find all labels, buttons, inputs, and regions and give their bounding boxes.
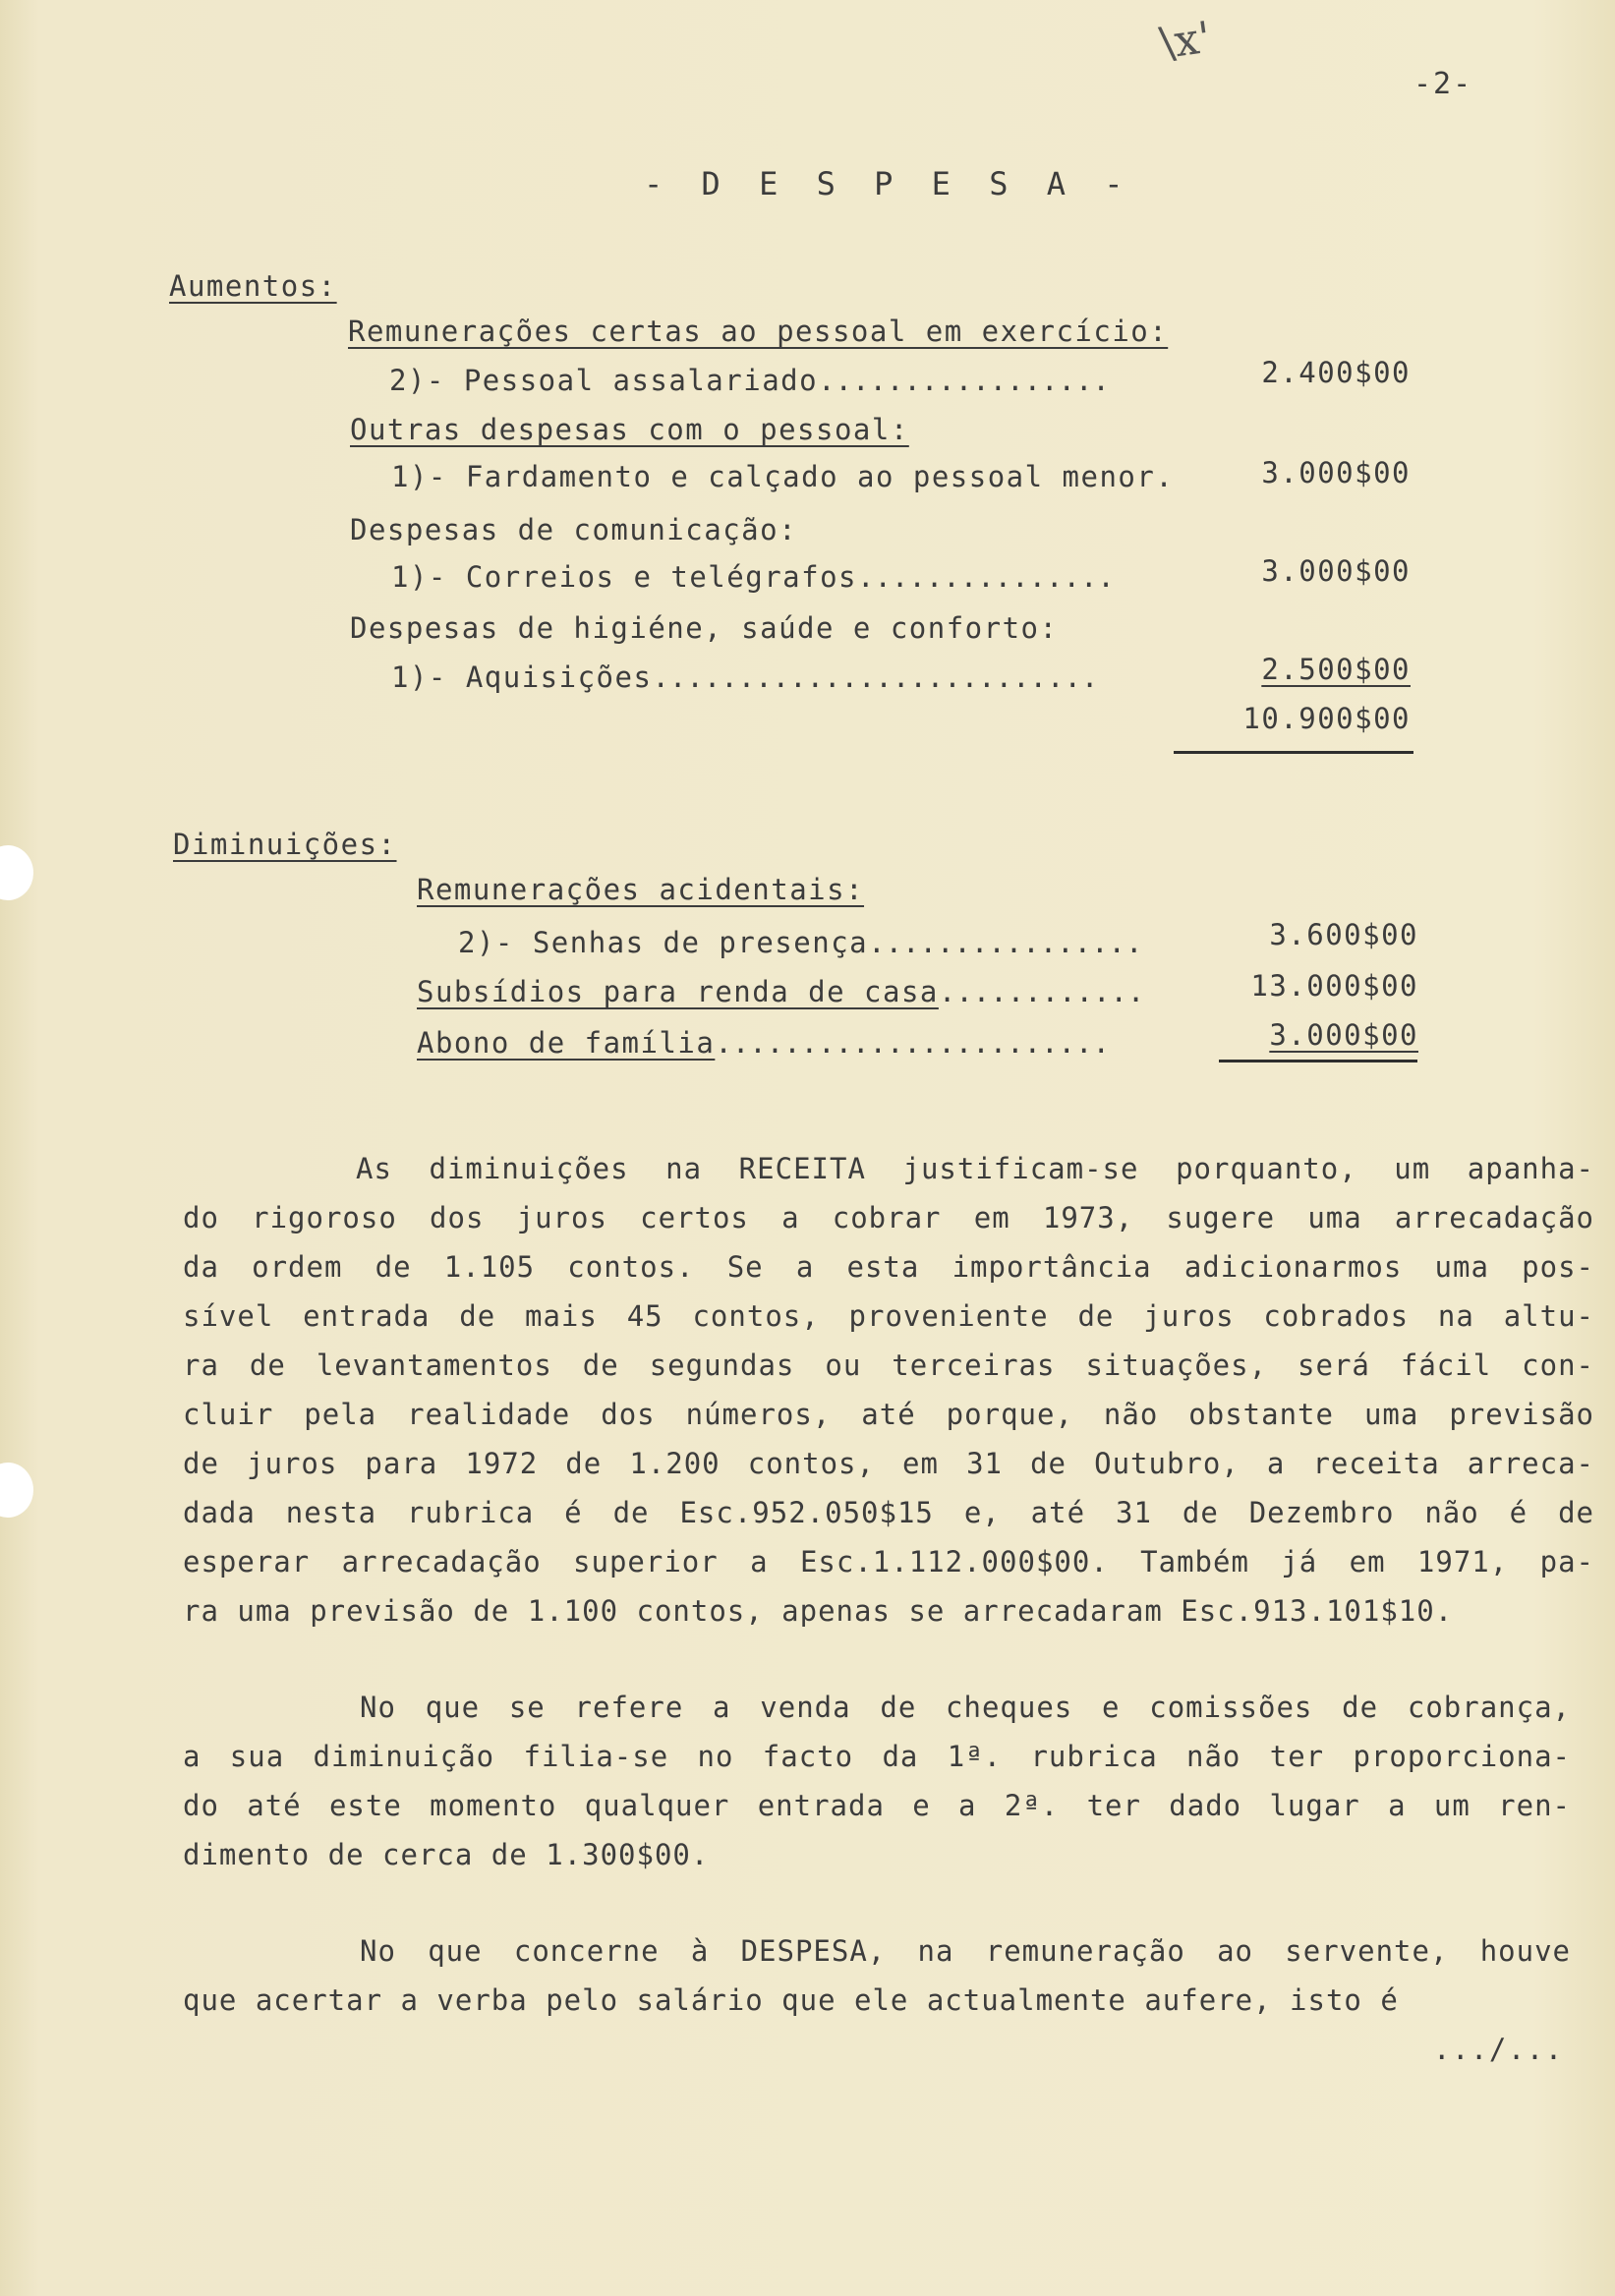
category-label: Outras despesas com o pessoal: xyxy=(350,413,909,446)
line-item: Abono de família....................... xyxy=(417,1026,1110,1060)
text-line: cluir pela realidade dos números, até porque, não obstante uma previsão xyxy=(183,1398,1594,1431)
text-line: sível entrada de mais 45 contos, proveniente de juros cobrados na altu- xyxy=(183,1299,1594,1333)
total-rule xyxy=(1219,1060,1417,1062)
line-item: 1)- Correios e telégrafos............... xyxy=(391,560,1115,594)
category-label: Remunerações acidentais: xyxy=(417,873,865,906)
text-line: ra uma previsão de 1.100 contos, apenas se arrecadaram Esc.913.101$10. xyxy=(183,1594,1454,1628)
punch-hole xyxy=(0,1463,33,1518)
total-rule xyxy=(1174,751,1413,754)
text-line: No que se refere a venda de cheques e comissões de cobrança, xyxy=(360,1691,1571,1724)
text-line: de juros para 1972 de 1.200 contos, em 31 de Outubro, a receita arreca- xyxy=(183,1447,1594,1480)
paragraph-cheques xyxy=(183,1691,1571,1887)
text-line: No que concerne à DESPESA, na remuneração ao servente, houve xyxy=(360,1934,1571,1968)
text-line: do rigoroso dos juros certos a cobrar em 1973, sugere uma arrecadação xyxy=(183,1201,1594,1234)
amount: 2.400$00 xyxy=(1261,356,1411,389)
punch-hole xyxy=(0,845,33,900)
text-line: a sua diminuição filia-se no facto da 1ª. rubrica não ter proporciona- xyxy=(183,1740,1571,1773)
text-line: esperar arrecadação superior a Esc.1.112.000$00. Também já em 1971, pa- xyxy=(183,1545,1594,1578)
line-item: Subsídios para renda de casa............ xyxy=(417,975,1145,1008)
diminuicoes-heading: Diminuições: xyxy=(173,828,397,861)
paragraph-receita xyxy=(183,1152,1594,1643)
text-line: da ordem de 1.105 contos. Se a esta importância adicionarmos uma pos- xyxy=(183,1250,1594,1284)
total-amount: 10.900$00 xyxy=(1242,702,1411,735)
category-label: Remunerações certas ao pessoal em exercício: xyxy=(348,315,1169,348)
text-line: ra de levantamentos de segundas ou terceiras situações, será fácil con- xyxy=(183,1349,1594,1382)
text-line: As diminuições na RECEITA justificam-se porquanto, um apanha- xyxy=(356,1152,1594,1185)
page-number: -2- xyxy=(1413,67,1473,101)
category-label: Despesas de comunicação: xyxy=(350,513,798,546)
category-label: Despesas de higiéne, saúde e conforto: xyxy=(350,611,1059,645)
line-item: 2)- Pessoal assalariado................. xyxy=(389,364,1110,397)
line-item: 1)- Fardamento e calçado ao pessoal menor. xyxy=(391,460,1175,493)
text-line: que acertar a verba pelo salário que ele actualmente aufere, isto é xyxy=(183,1983,1399,2017)
amount: 2.500$00 xyxy=(1261,653,1411,686)
line-item: 2)- Senhas de presença................ xyxy=(458,926,1143,959)
amount: 3.000$00 xyxy=(1261,456,1411,489)
amount: 3.000$00 xyxy=(1269,1018,1418,1052)
aumentos-heading: Aumentos: xyxy=(169,269,337,303)
text-line: dimento de cerca de 1.300$00. xyxy=(183,1838,710,1871)
section-title: - D E S P E S A - xyxy=(644,165,1133,202)
paragraph-despesa xyxy=(183,1934,1571,2033)
handwritten-mark: \x' xyxy=(1156,12,1215,70)
continuation-mark: .../... xyxy=(1433,2033,1564,2066)
line-item: 1)- Aquisições.......................... xyxy=(391,660,1099,694)
text-line: do até este momento qualquer entrada e a 2ª. ter dado lugar a um ren- xyxy=(183,1789,1571,1822)
amount: 3.000$00 xyxy=(1261,554,1411,588)
text-line: dada nesta rubrica é de Esc.952.050$15 e, até 31 de Dezembro não é de xyxy=(183,1496,1594,1529)
amount: 3.600$00 xyxy=(1269,918,1418,951)
amount: 13.000$00 xyxy=(1250,969,1418,1003)
